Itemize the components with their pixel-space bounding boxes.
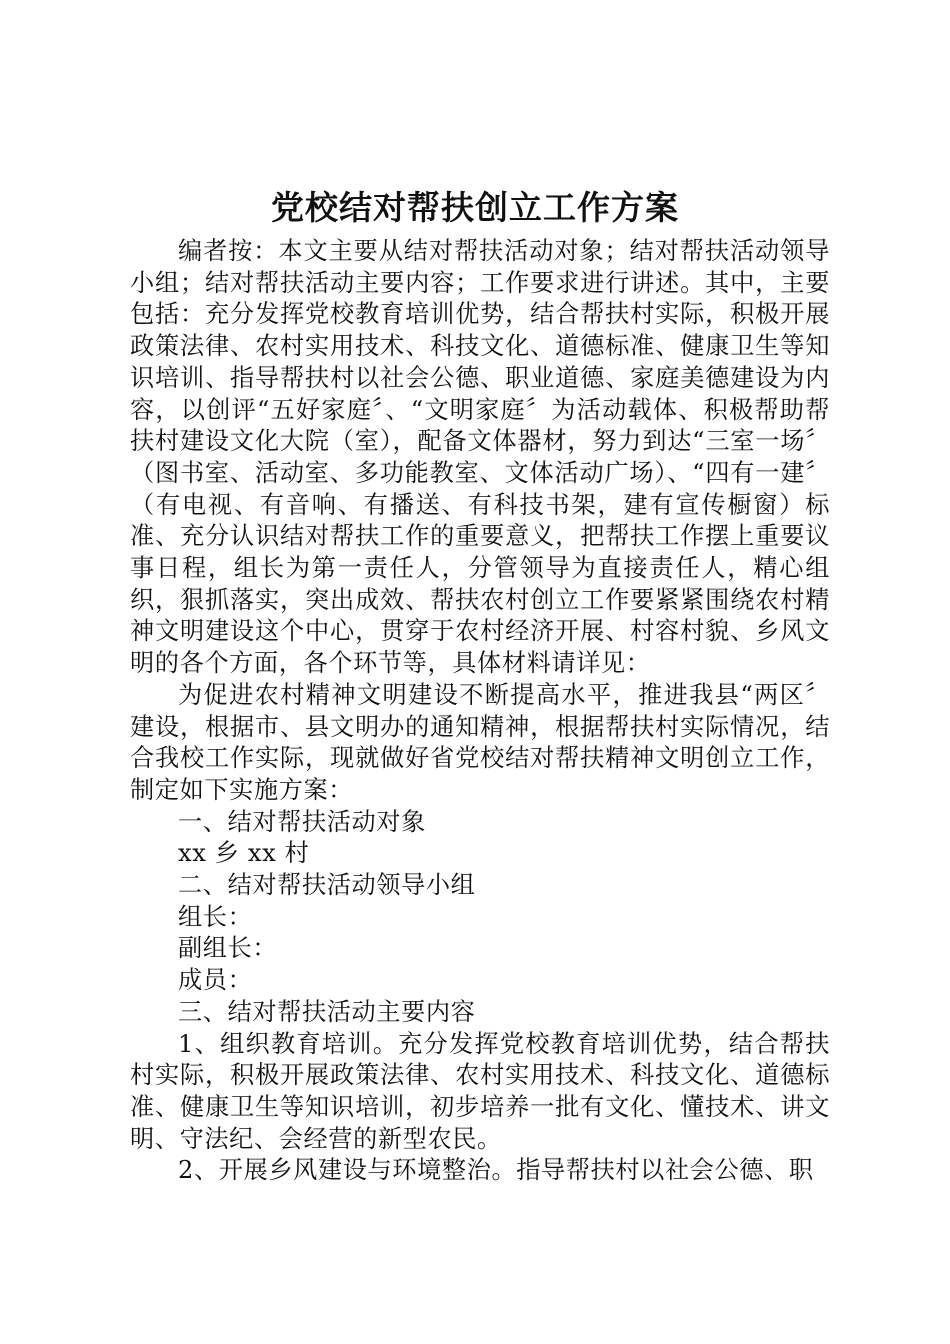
deputy-leader-line: 副组长：: [178, 934, 278, 963]
intro-paragraph: 为促进农村精神文明建设不断提高水平，推进我县“两区〞建设，根据市、县文明办的通知精神，根据帮扶村实际情况，结合我校工作实际，现就做好省党校结对帮扶精神文明创立工作，制定如下实施方案：: [130, 680, 830, 804]
section-heading-leadership: 二、结对帮扶活动领导小组: [178, 871, 476, 900]
members-line: 成员：: [178, 966, 253, 995]
section-heading-targets: 一、结对帮扶活动对象: [178, 807, 426, 836]
document-title: 党校结对帮扶创立工作方案: [271, 188, 679, 227]
leader-line: 组长：: [178, 902, 253, 931]
document-body: [130, 236, 830, 1187]
content-item-2: 2、开展乡风建设与环境整治。指导帮扶村以社会公德、职: [178, 1156, 814, 1185]
target-village-line: xx 乡 xx 村: [178, 839, 310, 868]
editor-note-paragraph: 编者按：本文主要从结对帮扶活动对象；结对帮扶活动领导小组；结对帮扶活动主要内容；工作要求进行讲述。其中，主要包括：充分发挥党校教育培训优势，结合帮扶村实际，积极开展政策法律、农村实用技术、科技文化、道德标准、健康卫生等知识培训、指导帮扶村以社会公德、职业道德、家庭美德建设为内容，以创评“五好家庭〞、“文明家庭〞为活动载体、积极帮助帮扶村建设文化大院（室），配备文体器材，努力到达“三室一场〞（图书室、活动室、多功能教室、文体活动广场）、“四有一建〞（有电视、有音响、有播送、有科技书架，建有宣传橱窗）标准、充分认识结对帮扶工作的重要意义，把帮扶工作摆上重要议事日程，组长为第一责任人，分管领导为直接责任人，精心组织，狠抓落实，突出成效、帮扶农村创立工作要紧紧围绕农村精神文明建设这个中心，贯穿于农村经济开展、村容村貌、乡风文明的各个方面，各个环节等，具体材料请详见：: [130, 237, 830, 678]
section-heading-content: 三、结对帮扶活动主要内容: [178, 997, 476, 1026]
content-item-1: 1、组织教育培训。充分发挥党校教育培训优势，结合帮扶村实际，积极开展政策法律、农村实用技术、科技文化、道德标准、健康卫生等知识培训，初步培养一批有文化、懂技术、讲文明、守法纪、会经营的新型农民。: [130, 1029, 830, 1153]
